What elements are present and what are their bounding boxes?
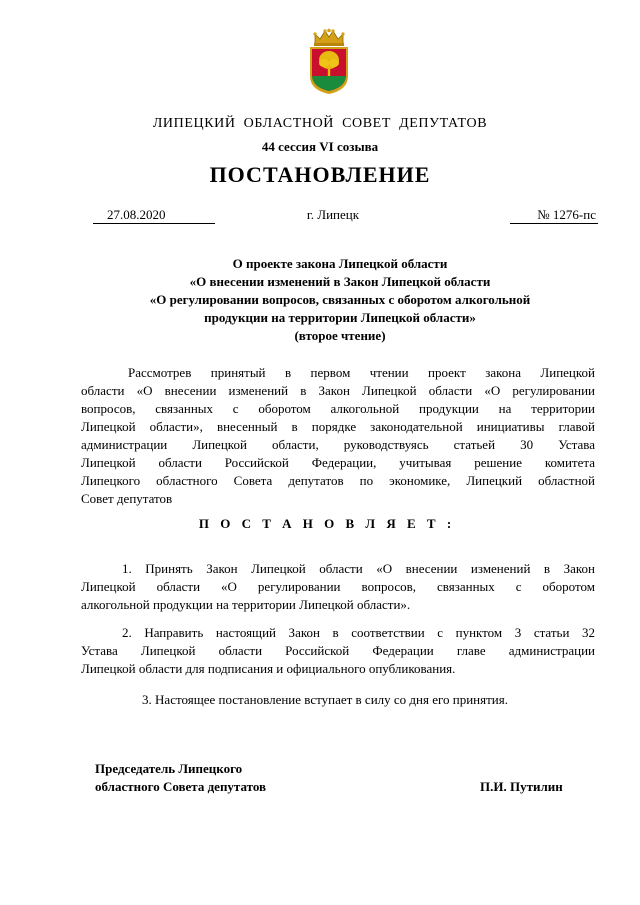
council-name: ЛИПЕЦКИЙ ОБЛАСТНОЙ СОВЕТ ДЕПУТАТОВ: [152, 116, 488, 131]
item-line: 2. Направить настоящий Закон в соответствии с пунктом 3 статьи 32: [122, 625, 595, 640]
preamble-line: администрации Липецкой области, руководствуясь статьей 30 Устава: [81, 437, 595, 452]
subject-line: «О внесении изменений в Закон Липецкой области: [189, 274, 491, 289]
session-label: 44 сессия VI созыва: [261, 139, 379, 154]
document-subject: [95, 255, 585, 345]
item-line: алкогольной продукции на территории Липецкой области».: [81, 597, 411, 612]
subject-line: (второе чтение): [294, 328, 386, 343]
item-3-paragraph: 3. Настоящее постановление вступает в силу со дня его принятия.: [142, 692, 508, 707]
coat-of-arms-icon: [303, 28, 355, 96]
item-2-paragraph: [81, 624, 595, 678]
document-city: г. Липецк: [306, 207, 360, 222]
preamble-line: Рассмотрев принятый в первом чтении проект закона Липецкой: [128, 365, 595, 380]
signatory-name: П.И. Путилин: [480, 779, 563, 794]
preamble-line: области «О внесении изменений в Закон Липецкой области «О регулировании: [81, 383, 595, 398]
subject-line: О проекте закона Липецкой области: [232, 256, 448, 271]
item-1-paragraph: [81, 560, 595, 614]
item-line: 1. Принять Закон Липецкой области «О внесении изменений в Закон: [122, 561, 595, 576]
item-line: Устава Липецкой области Российской Федерации главе администрации: [81, 643, 595, 658]
preamble-line: Липецкого областного Совета депутатов по экономике, Липецкий областной: [81, 473, 595, 488]
signatory-position-line: Председатель Липецкого: [95, 761, 243, 776]
preamble-line: Совет депутатов: [81, 491, 173, 506]
crown-icon: [313, 29, 344, 46]
preamble-line: вопросов, связанных с оборотом алкогольной продукции на территории: [81, 401, 595, 416]
document-number: № 1276-пс: [510, 207, 598, 224]
item-line: Липецкой области для подписания и официального опубликования.: [81, 661, 456, 676]
document-date: 27.08.2020: [93, 207, 215, 224]
item-line: Липецкой области «О регулировании вопросов, связанных с оборотом: [81, 579, 595, 594]
preamble-line: Липецкой области Российской Федерации, учитывая решение комитета: [81, 455, 595, 470]
decree-heading: П О С Т А Н О В Л Я Е Т :: [198, 516, 456, 531]
signatory-position-line: областного Совета депутатов: [95, 779, 267, 794]
preamble-paragraph: [81, 364, 595, 508]
preamble-line: Липецкой области», внесенный в порядке законодательной инициативы главой: [81, 419, 595, 434]
subject-line: продукции на территории Липецкой области»: [204, 310, 476, 325]
signatory-position: [95, 760, 266, 796]
subject-line: «О регулировании вопросов, связанных с оборотом алкогольной: [149, 292, 531, 307]
document-title: ПОСТАНОВЛЕНИЕ: [209, 162, 431, 187]
